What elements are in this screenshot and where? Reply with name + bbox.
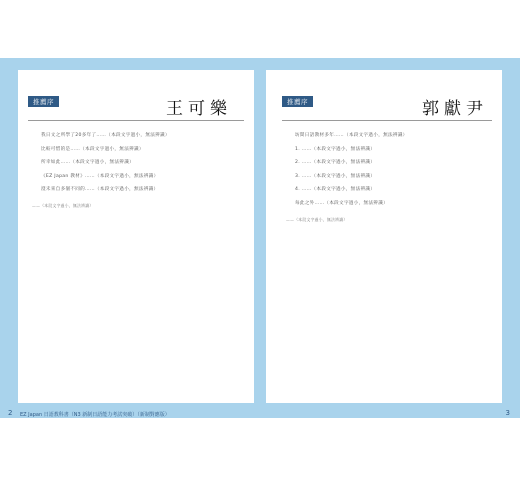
paragraph: 我日文之所學了20多年了……（本段文字過小，無法辨識）: [41, 133, 170, 138]
paragraph: 所幸如此……（本段文字過小，無法辨識）: [41, 160, 134, 166]
paragraph: 3. ……（本段文字過小，無法辨識）: [295, 173, 376, 179]
paragraph: 2. ……（本段文字過小，無法辨識）: [295, 160, 376, 166]
divider: [282, 120, 492, 121]
footnote: ——（本段文字過小，無法辨識）: [32, 202, 94, 208]
page-number-left: 2: [8, 409, 13, 417]
author-name: 郭獻尹: [422, 99, 488, 119]
body-text: [32, 132, 242, 209]
paragraph: 澄未來自多個不同的……（本段文字過小，無法辨識）: [41, 187, 159, 193]
divider: [28, 120, 244, 121]
body-text: [286, 132, 490, 223]
section-tag: 推薦序: [28, 96, 59, 107]
paragraph: 每此之外……（本段文字過小，無法辨識）: [295, 200, 388, 206]
running-title: EZ Japan 日語教科書（N3 新制日語能力考試突破）（新制對應版）: [20, 412, 170, 418]
left-page: [18, 70, 254, 403]
footnote: ——（本段文字過小，無法辨識）: [286, 216, 348, 222]
right-page: [266, 70, 502, 403]
section-tag: 推薦序: [282, 96, 313, 107]
author-name: 王可樂: [166, 99, 232, 119]
paragraph: 比較可惜的是……（本段文字過小，無法辨識）: [41, 146, 144, 152]
paragraph: 4. ……（本段文字過小，無法辨識）: [295, 187, 376, 193]
paragraph: 坊間日語教材多年……（本段文字過小，無法辨識）: [295, 133, 408, 138]
paragraph: 1. ……（本段文字過小，無法辨識）: [295, 146, 376, 152]
paragraph: 《EZ Japan 教材》……（本段文字過小，無法辨識）: [41, 173, 159, 179]
page-number-right: 3: [505, 409, 510, 417]
